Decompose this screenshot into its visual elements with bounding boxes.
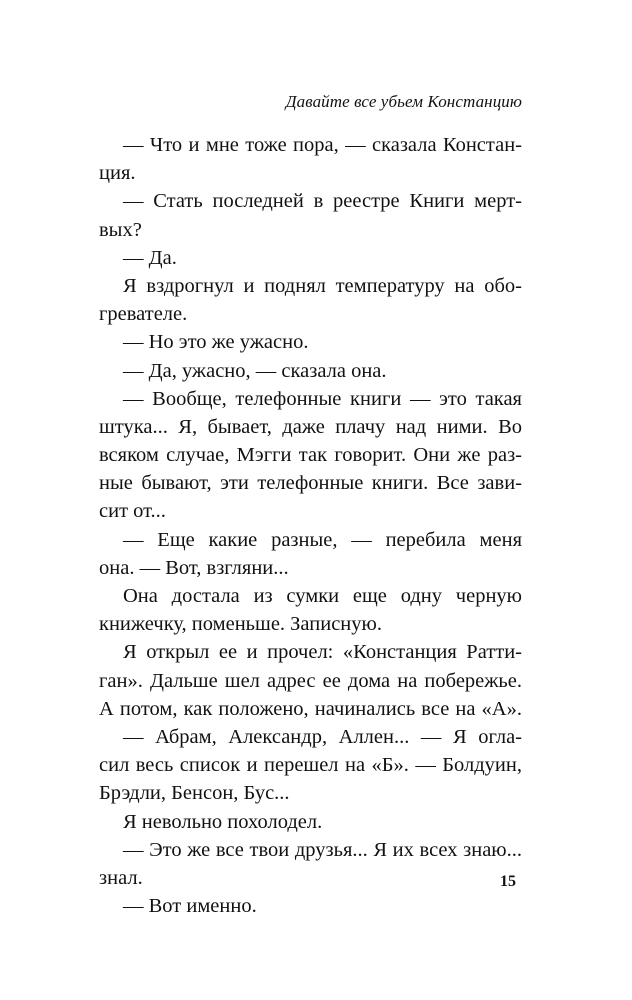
- text-line: всяком случае, Мэгги так говорит. Они же раз-: [99, 444, 522, 467]
- text-line: — Да.: [123, 246, 177, 269]
- text-line: сил весь список и перешел на «Б». — Болдуин,: [99, 754, 522, 777]
- text-line: — Абрам, Александр, Аллен... — Я огла-: [123, 725, 522, 748]
- text-line: — Вот именно.: [123, 895, 257, 918]
- text-line: — Еще какие разные, — перебила меня: [123, 528, 522, 551]
- page-number: 15: [500, 873, 516, 890]
- text-line: вых?: [99, 218, 142, 241]
- text-line: Она достала из сумки еще одну черную: [123, 585, 522, 607]
- text-line: ные бывают, эти телефонные книги. Все зави-: [99, 472, 522, 495]
- body-text: [99, 131, 522, 920]
- text-line: А потом, как положено, начинались все на «А».: [99, 697, 522, 720]
- text-line: она. — Вот, взгляни...: [99, 556, 289, 579]
- text-line: Я невольно похолодел.: [123, 810, 323, 833]
- text-line: — Стать последней в реестре Книги мерт-: [123, 190, 522, 213]
- text-line: Брэдли, Бенсон, Бус...: [99, 782, 290, 805]
- text-line: штука... Я, бывает, даже плачу над ними. Во: [99, 415, 522, 438]
- text-line: ция.: [99, 162, 136, 185]
- text-line: гревателе.: [99, 303, 188, 326]
- text-line: Я вздрогнул и поднял температуру на обо-: [123, 274, 522, 297]
- text-line: — Что и мне тоже пора, — сказала Констан-: [123, 134, 522, 156]
- running-header: Давайте все убьем Констанцию: [285, 92, 522, 111]
- text-line: книжечку, поменьше. Записную.: [99, 613, 382, 636]
- text-line: — Это же все твои друзья... Я их всех знаю...: [123, 838, 522, 861]
- text-line: ган». Дальше шел адрес ее дома на побережье.: [99, 669, 522, 692]
- text-line: — Вообще, телефонные книги — это такая: [123, 387, 522, 410]
- text-line: — Но это же ужасно.: [123, 331, 309, 354]
- text-line: — Да, ужасно, — сказала она.: [123, 359, 387, 382]
- text-line: сит от...: [99, 500, 166, 523]
- text-line: Я открыл ее и прочел: «Констанция Ратти-: [123, 641, 522, 664]
- text-line: знал.: [99, 866, 143, 889]
